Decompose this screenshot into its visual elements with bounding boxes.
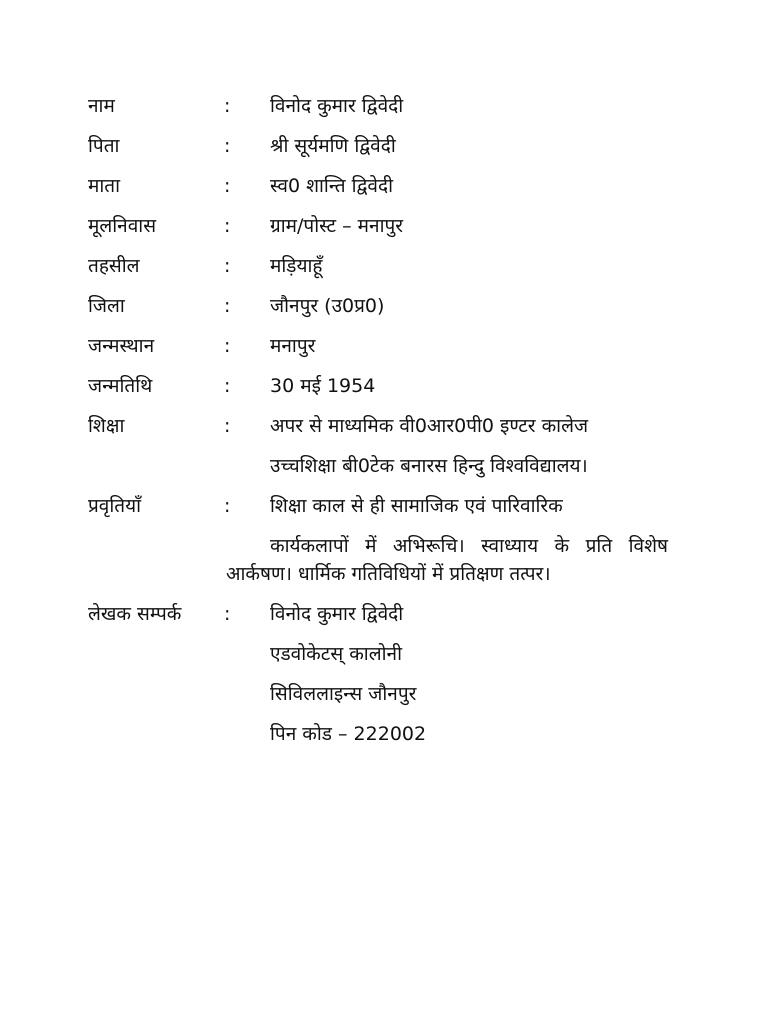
field-label-native-place: मूलनिवास [88,215,157,237]
field-value-birthplace: मनापुर [270,335,316,357]
field-colon: : [224,335,231,357]
field-value-tehsil: मड़ियाहूँ [270,255,323,277]
field-value-birthdate: 30 मई 1954 [270,375,376,397]
field-colon: : [224,603,231,625]
field-colon: : [224,175,231,197]
field-row-contact-pin [0,718,768,750]
interests-line-2: कार्यकलापों में अभिरूचि। स्वाध्याय के प्रति विशेष [270,535,668,557]
field-row-mother [0,170,768,202]
education-line-1: अपर से माध्यमिक वी0आर0पी0 इण्टर कालेज [270,415,589,437]
field-label-name: नाम [88,95,115,117]
field-row-father [0,130,768,162]
education-line-2: उच्चशिक्षा बी0टेक बनारस हिन्दु विश्वविद्यालय। [270,455,588,477]
field-label-mother: माता [88,175,121,197]
field-colon: : [224,495,231,517]
field-value-native-place: ग्राम/पोस्ट – मनापुर [270,215,404,237]
field-row-birthdate [0,370,768,402]
field-label-district: जिला [88,295,125,317]
field-label-interests: प्रवृतियॉं [88,495,142,517]
field-colon: : [224,255,231,277]
field-label-birthplace: जन्मस्थान [88,335,155,357]
field-row-district [0,290,768,322]
field-row-interests [0,490,768,522]
field-label-contact: लेखक सम्पर्क [88,603,182,625]
field-colon: : [224,215,231,237]
field-row-contact [0,598,768,630]
field-row-education [0,410,768,442]
field-row-tehsil [0,250,768,282]
field-label-birthdate: जन्मतिथि [88,375,153,397]
field-row-birthplace [0,330,768,362]
field-colon: : [224,415,231,437]
field-colon: : [224,295,231,317]
interests-line-1: शिक्षा काल से ही सामाजिक एवं पारिवारिक [270,495,563,517]
contact-address-1: एडवोकेटस् कालोनी [270,643,402,665]
field-value-district: जौनपुर (उ0प्र0) [270,295,385,317]
contact-address-2: सिविललाइन्स जौनपुर [270,683,417,705]
field-label-education: शिक्षा [88,415,125,437]
field-value-mother: स्व0 शान्ति द्विवेदी [270,175,393,197]
field-row-education-cont [0,450,768,482]
field-row-interests-wrap [0,558,768,590]
field-value-father: श्री सूर्यमणि द्विवेदी [270,135,396,157]
field-row-name [0,90,768,122]
field-value-name: विनोद कुमार द्विवेदी [270,95,404,117]
field-colon: : [224,95,231,117]
field-colon: : [224,375,231,397]
contact-pin-code: पिन कोड – 222002 [270,723,427,745]
field-row-native-place [0,210,768,242]
field-label-father: पिता [88,135,120,157]
field-label-tehsil: तहसील [88,255,140,277]
field-row-contact-address-2 [0,678,768,710]
interests-line-3: आर्कषण। धार्मिक गतिविधियों में प्रतिक्षण तत्पर। [226,563,551,585]
contact-name: विनोद कुमार द्विवेदी [270,603,404,625]
field-colon: : [224,135,231,157]
field-row-contact-address-1 [0,638,768,670]
